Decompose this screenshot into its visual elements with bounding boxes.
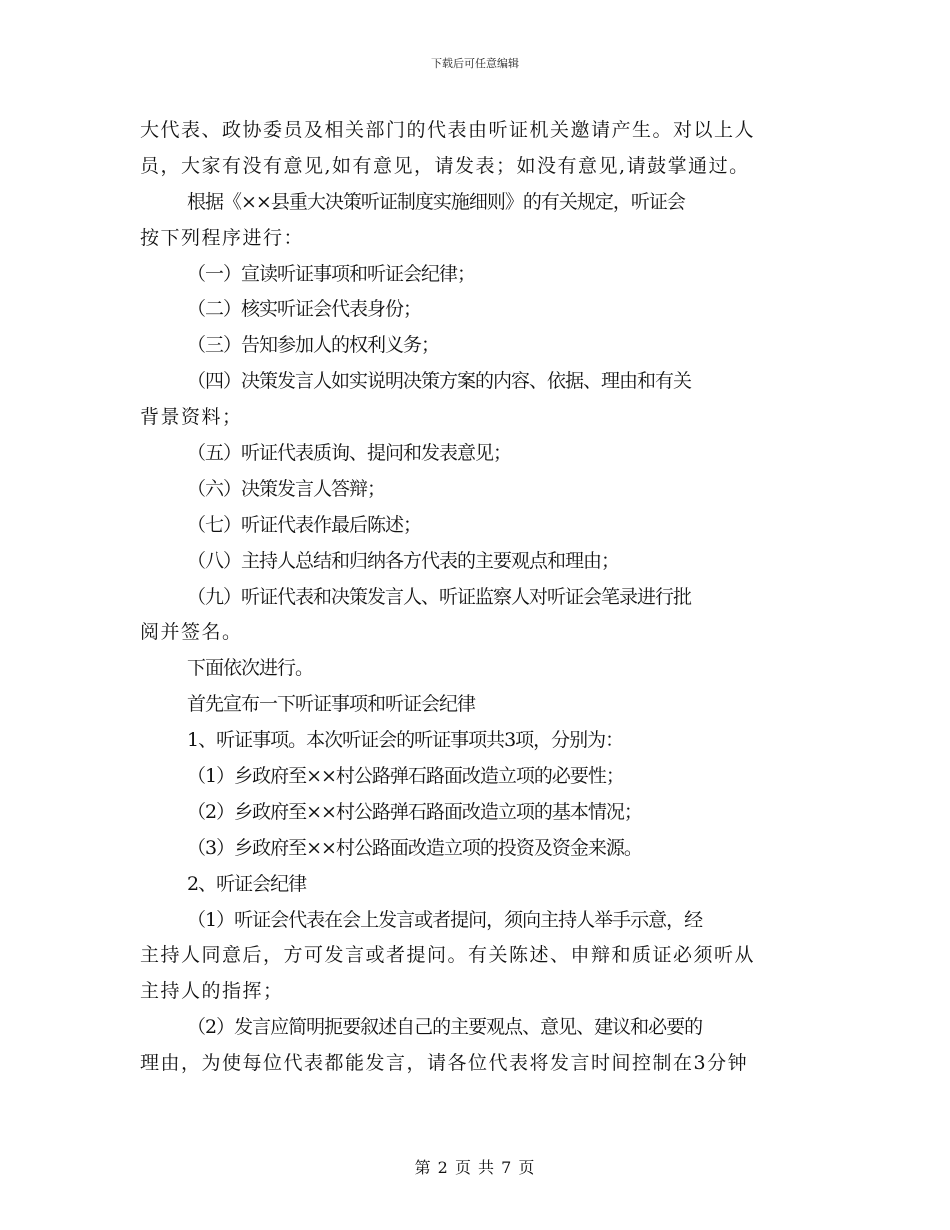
text-line: （2）乡政府至××村公路弹石路面改造立项的基本情况； [187, 800, 642, 823]
text-line: （1）听证会代表在会上发言或者提问，须向主持人举手示意，经 [187, 908, 703, 931]
text-line: 背景资料； [140, 406, 243, 429]
text-line: 根据《××县重大决策听证制度实施细则》的有关规定，听证会 [187, 190, 685, 213]
text-line: （五）听证代表质询、提问和发表意见； [187, 442, 512, 465]
text-line: 员，大家有没有意见,如有意见，请发表；如没有意见,请鼓掌通过。 [140, 154, 750, 177]
text-line: 按下列程序进行： [140, 226, 305, 249]
text-line: 2、听证会纪律 [187, 872, 307, 895]
text-line: 主持人的指挥； [140, 980, 284, 1003]
text-line: 阅并签名。 [140, 621, 243, 644]
text-line: （九）听证代表和决策发言人、听证监察人对听证会笔录进行批 [187, 585, 692, 608]
text-line: （八）主持人总结和归纳各方代表的主要观点和理由； [187, 549, 620, 572]
text-line: （三）告知参加人的权利义务； [187, 334, 440, 357]
text-line: 大代表、政协委员及相关部门的代表由听证机关邀请产生。对以上人 [140, 119, 756, 141]
text-line: 首先宣布一下听证事项和听证会纪律 [187, 693, 476, 716]
text-line: 主持人同意后，方可发言或者提问。有关陈述、申辩和质证必须听从 [140, 944, 756, 967]
text-line: （2）发言应简明扼要叙述自己的主要观点、意见、建议和必要的 [187, 1016, 703, 1039]
text-line: （七）听证代表作最后陈述； [187, 513, 422, 536]
page-footer: 第 2 页 共 7 页 [414, 1158, 536, 1177]
document-body [140, 113, 812, 1082]
text-line: （3）乡政府至××村公路面改造立项的投资及资金来源。 [187, 836, 642, 859]
text-line: （二）核实听证会代表身份； [187, 298, 422, 321]
text-line: （四）决策发言人如实说明决策方案的内容、依据、理由和有关 [187, 370, 692, 393]
text-line: （1）乡政府至××村公路弹石路面改造立项的必要性； [187, 765, 624, 788]
text-line: 1、听证事项。本次听证会的听证事项共3项，分别为： [187, 729, 624, 752]
text-line: （一）宣读听证事项和听证会纪律； [187, 262, 476, 285]
page-header: 下载后可任意编辑 [431, 57, 519, 70]
text-line: 理由，为使每位代表都能发言，请各位代表将发言时间控制在3分钟 [140, 1052, 749, 1075]
text-line: （六）决策发言人答辩； [187, 477, 386, 500]
text-line: 下面依次进行。 [187, 657, 314, 680]
